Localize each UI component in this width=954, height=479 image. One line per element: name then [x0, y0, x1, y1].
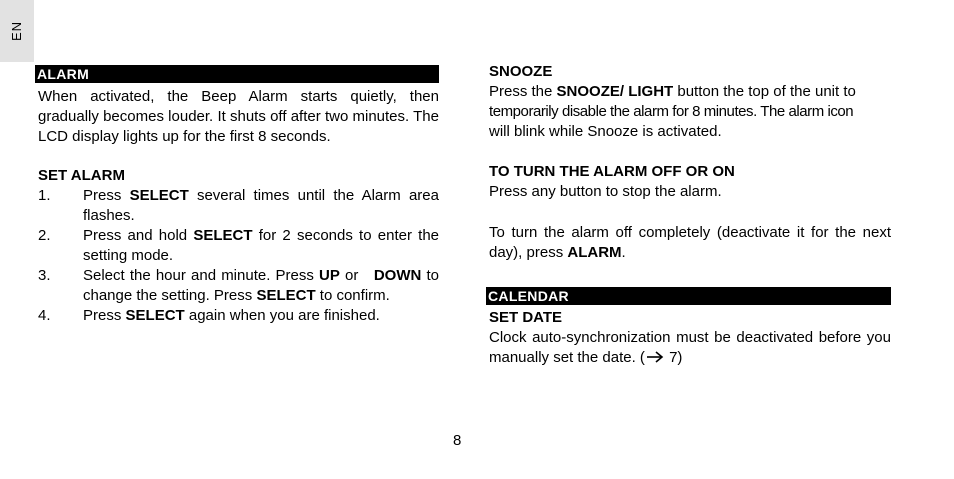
alarm-off-text: Press any button to stop the alarm. [489, 183, 722, 200]
alarm-intro-block [38, 87, 439, 147]
right-arrow-icon [645, 350, 665, 364]
step-4 [38, 306, 439, 326]
language-label: EN [9, 20, 24, 42]
page-number: 8 [453, 432, 462, 449]
step-number: 2. [38, 227, 51, 244]
calendar-section-bar: CALENDAR [486, 287, 891, 305]
step-text: Press SELECT several times until the Alarm area flashes. [83, 187, 439, 224]
snooze-line-1: Press the SNOOZE/ LIGHT button the top of the unit to [489, 83, 856, 100]
snooze-line-2: temporarily disable the alarm for 8 minutes. The alarm icon [489, 103, 854, 120]
language-tab [0, 0, 34, 62]
snooze-block [489, 62, 891, 142]
alarm-section-bar: ALARM [35, 65, 439, 83]
step-number: 1. [38, 187, 51, 204]
snooze-line-3: will blink while Snooze is activated. [489, 123, 722, 140]
deactivate-block [489, 223, 891, 263]
alarm-intro-text: When activated, the Beep Alarm starts quietly, then gradually becomes louder. It shuts off after two minutes. The LCD display lights up for the first 8 seconds. [38, 88, 439, 145]
set-alarm-heading: SET ALARM [38, 167, 125, 184]
set-alarm-block [38, 166, 439, 326]
set-date-text: Clock auto-synchronization must be deactivated before you manually set the date. ( 7) [489, 329, 891, 366]
step-3 [38, 266, 439, 306]
step-1 [38, 186, 439, 226]
step-text: Press SELECT again when you are finished. [83, 307, 380, 324]
alarm-off-heading: TO TURN THE ALARM OFF OR ON [489, 163, 735, 180]
step-number: 3. [38, 267, 51, 284]
step-number: 4. [38, 307, 51, 324]
set-date-heading: SET DATE [489, 309, 563, 326]
step-2 [38, 226, 439, 266]
set-alarm-steps [38, 186, 439, 326]
set-date-block [489, 308, 891, 368]
alarm-off-block [489, 162, 891, 202]
step-text: Select the hour and minute. Press UP or DOWN to change the setting. Press SELECT to confirm. [83, 267, 439, 304]
deactivate-text: To turn the alarm off completely (deactivate it for the next day), press ALARM. [489, 224, 891, 261]
snooze-heading: SNOOZE [489, 63, 553, 80]
step-text: Press and hold SELECT for 2 seconds to enter the setting mode. [83, 227, 440, 264]
